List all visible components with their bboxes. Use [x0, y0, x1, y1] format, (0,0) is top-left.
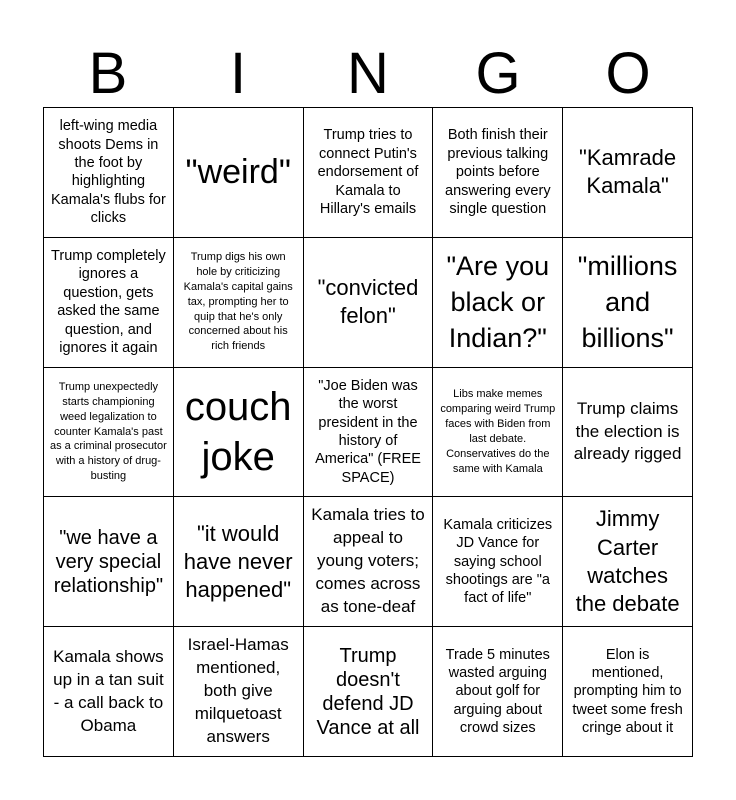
- cell-text: Kamala criticizes JD Vance for saying school shootings are "a fact of life": [443, 516, 553, 607]
- cell-text: Libs make memes comparing weird Trump faces with Biden from last debate. Conservatives do the same with Kamala: [440, 388, 556, 475]
- cell-text: couch joke: [184, 384, 292, 479]
- header-letter-i: I: [229, 41, 247, 106]
- header-letter-n: N: [347, 41, 389, 106]
- bingo-cell[interactable]: [174, 497, 304, 627]
- bingo-cell[interactable]: [174, 368, 304, 498]
- bingo-grid: [43, 107, 693, 757]
- bingo-cell[interactable]: [304, 627, 434, 757]
- bingo-cell[interactable]: [433, 497, 563, 627]
- bingo-cell[interactable]: [433, 368, 563, 498]
- bingo-cell[interactable]: [174, 627, 304, 757]
- bingo-cell[interactable]: [563, 108, 693, 238]
- cell-text: Kamala tries to appeal to young voters; comes across as tone-deaf: [311, 505, 425, 617]
- header-letter-b: B: [88, 41, 128, 106]
- cell-text: "Joe Biden was the worst president in the history of America" (FREE SPACE): [315, 377, 421, 486]
- bingo-cell[interactable]: [44, 368, 174, 498]
- cell-text: "Kamrade Kamala": [579, 145, 677, 199]
- cell-text: Trump unexpectedly starts championing weed legalization to counter Kamala's past as a criminal prosecutor with a history of drug-busting: [50, 381, 167, 483]
- cell-text: Kamala shows up in a tan suit - a call back to Obama: [53, 646, 164, 735]
- cell-text: "millions and billions": [577, 250, 678, 354]
- bingo-cell[interactable]: [433, 238, 563, 368]
- header-letter-o: O: [605, 41, 651, 106]
- bingo-cell[interactable]: [563, 368, 693, 498]
- bingo-cell[interactable]: [174, 238, 304, 368]
- header-letter-g: G: [475, 41, 521, 106]
- bingo-cell[interactable]: [433, 108, 563, 238]
- cell-text: Trade 5 minutes wasted arguing about golf for arguing about crowd sizes: [445, 646, 550, 737]
- bingo-cell[interactable]: [304, 497, 434, 627]
- bingo-cell[interactable]: [44, 497, 174, 627]
- cell-text: Trump doesn't defend JD Vance at all: [316, 644, 420, 739]
- cell-text: left-wing media shoots Dems in the foot by highlighting Kamala's flubs for clicks: [51, 118, 166, 227]
- bingo-cell[interactable]: [44, 627, 174, 757]
- cell-text: Trump tries to connect Putin's endorsement of Kamala to Hillary's emails: [317, 127, 419, 217]
- cell-text: Trump digs his own hole by criticizing Kamala's capital gains tax, prompting her to quip that he's only concerned about his rich friends: [183, 251, 293, 353]
- bingo-cell[interactable]: [563, 497, 693, 627]
- cell-text: "convicted felon": [317, 275, 419, 329]
- cell-text: Both finish their previous talking points before answering every single question: [445, 127, 551, 217]
- bingo-cell[interactable]: [563, 627, 693, 757]
- bingo-cell[interactable]: [44, 238, 174, 368]
- bingo-cell[interactable]: [174, 108, 304, 238]
- cell-text: "it would have never happened": [183, 520, 293, 602]
- bingo-cell[interactable]: [44, 108, 174, 238]
- cell-text: "weird": [185, 152, 291, 191]
- cell-text: Trump completely ignores a question, gets asked the same question, and ignores it again: [51, 247, 166, 356]
- cell-text: "Are you black or Indian?": [446, 250, 550, 354]
- cell-text: "we have a very special relationship": [53, 526, 164, 597]
- bingo-header: [43, 40, 693, 108]
- bingo-cell[interactable]: [563, 238, 693, 368]
- bingo-cell[interactable]: [304, 108, 434, 238]
- cell-text: Jimmy Carter watches the debate: [575, 506, 680, 616]
- cell-text: Trump claims the election is already rigged: [573, 398, 682, 464]
- cell-text: Israel-Hamas mentioned, both give milquetoast answers: [187, 635, 289, 746]
- bingo-cell[interactable]: [433, 627, 563, 757]
- bingo-cell free-space[interactable]: [304, 368, 434, 498]
- cell-text: Elon is mentioned, prompting him to tweet some fresh cringe about it: [572, 646, 683, 737]
- bingo-cell[interactable]: [304, 238, 434, 368]
